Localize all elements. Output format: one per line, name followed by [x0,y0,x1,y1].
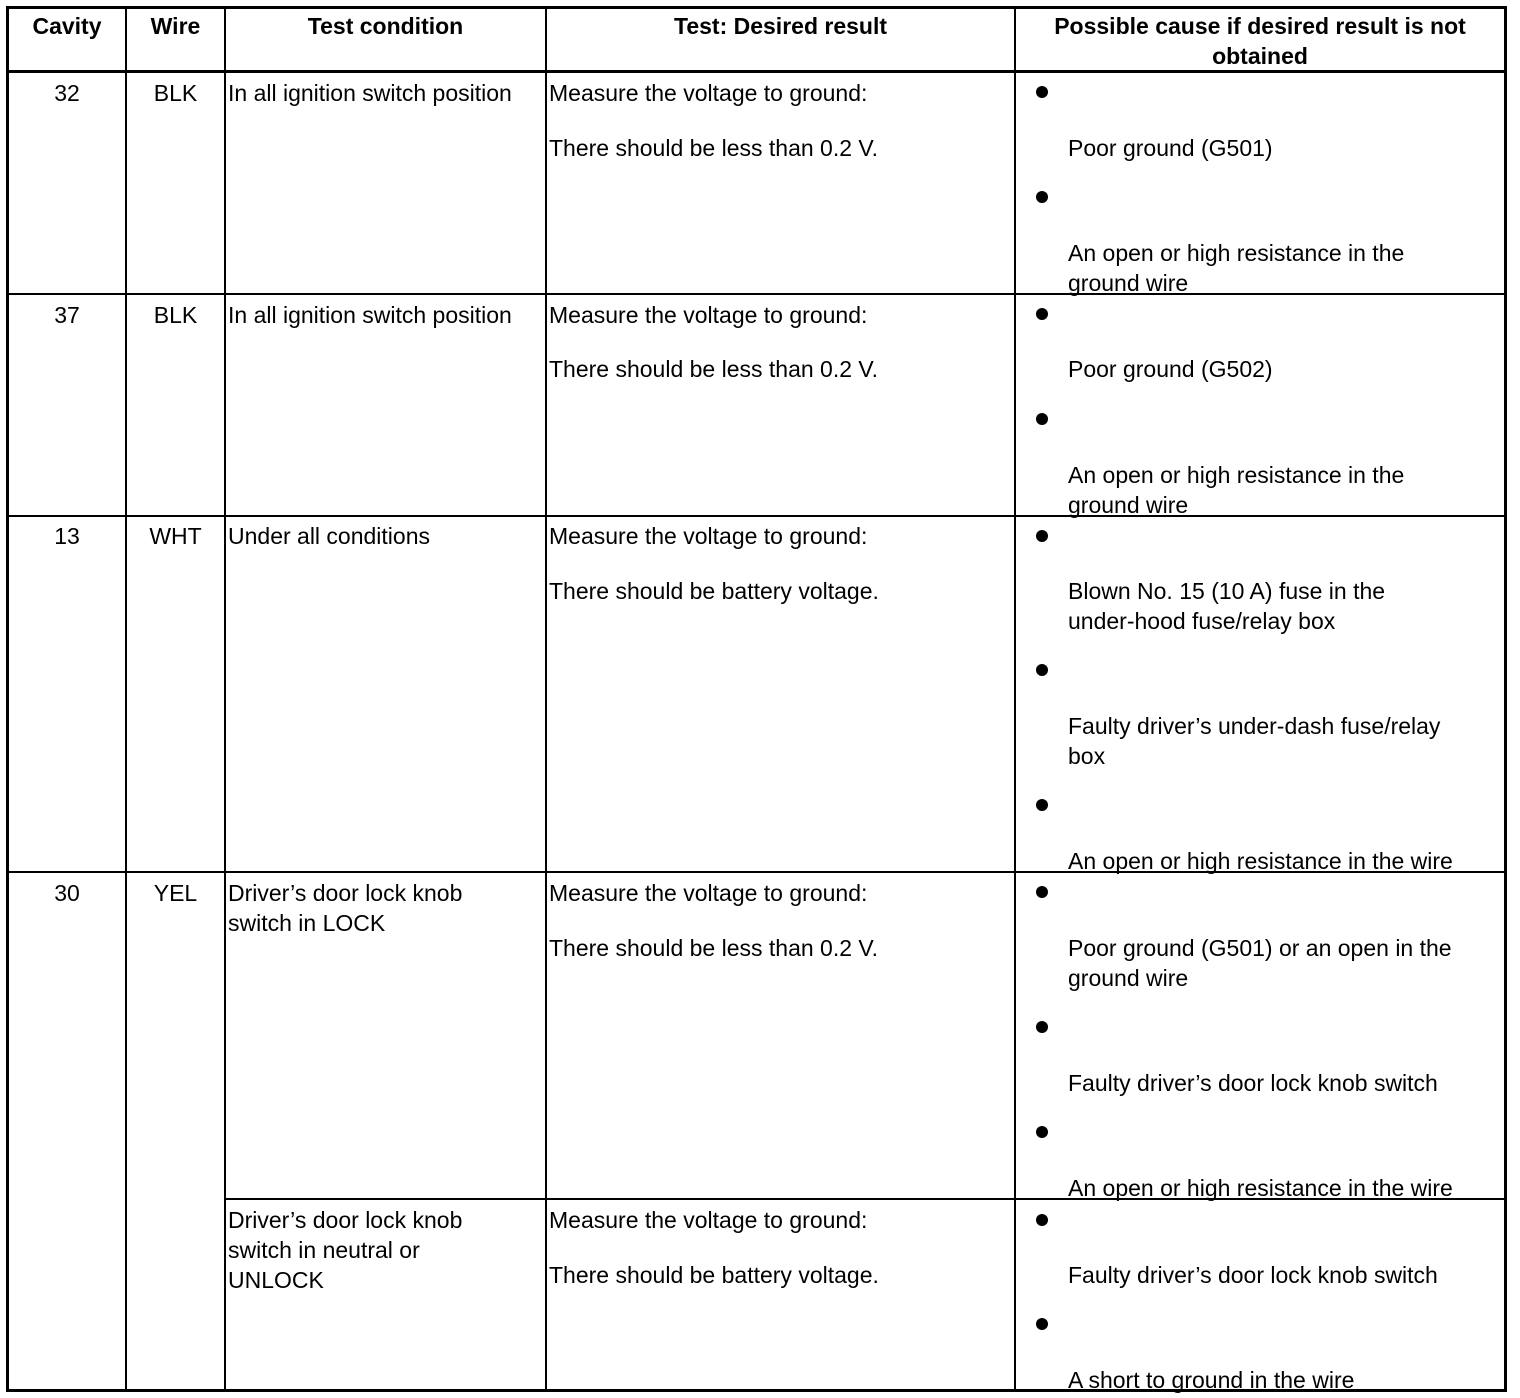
cause-text: A short to ground in the wire [1068,1367,1355,1393]
header-wire: Wire [150,13,201,39]
wire-cell: WHT [149,523,202,549]
column-divider [1014,6,1016,1392]
cause-text: Faulty driver’s under-dash fuse/relay [1068,713,1441,739]
cause-text: box [1068,743,1106,769]
result-text: Measure the voltage to ground: [549,880,868,906]
cause-text: An open or high resistance in the [1068,462,1405,488]
cause-text: Faulty driver’s door lock knob switch [1068,1070,1438,1096]
result-text: There should be battery voltage. [549,578,879,604]
cause-text: An open or high resistance in the wire [1068,1175,1453,1201]
cause-text: Poor ground (G501) [1068,135,1273,161]
cause-text: Faulty driver’s door lock knob switch [1068,1262,1438,1288]
row-divider [6,515,1507,517]
condition-text: UNLOCK [228,1267,324,1293]
condition-text: Driver’s door lock knob [228,880,463,906]
header-cavity: Cavity [32,13,102,39]
column-divider [125,6,127,1392]
cause-text: Blown No. 15 (10 A) fuse in the [1068,578,1386,604]
wire-cell: YEL [153,880,198,906]
cause-text: ground wire [1068,965,1189,991]
bullet-icon [1036,886,1048,898]
cavity-cell: 37 [54,302,80,328]
condition-text: switch in neutral or [228,1237,420,1263]
condition-text: switch in LOCK [228,910,386,936]
row-divider [6,293,1507,295]
bullet-icon [1036,308,1048,320]
cause-text: ground wire [1068,492,1189,518]
condition-text: Driver’s door lock knob [228,1207,463,1233]
column-divider [224,6,226,1392]
bullet-icon [1036,1318,1048,1330]
result-text: There should be less than 0.2 V. [549,935,879,961]
condition-text: In all ignition switch position [228,302,512,328]
result-text: Measure the voltage to ground: [549,523,868,549]
cavity-cell: 32 [54,80,80,106]
result-text: Measure the voltage to ground: [549,302,868,328]
header-possible-cause-cont: obtained [1212,43,1308,69]
bullet-icon [1036,799,1048,811]
result-text: Measure the voltage to ground: [549,80,868,106]
cause-text: Poor ground (G502) [1068,356,1273,382]
header-possible-cause: Possible cause if desired result is not [1054,13,1466,39]
bullet-icon [1036,530,1048,542]
bullet-icon [1036,1126,1048,1138]
header-test-condition: Test condition [307,13,464,39]
cavity-cell: 13 [54,523,80,549]
cause-text: An open or high resistance in the [1068,240,1405,266]
bullet-icon [1036,413,1048,425]
result-text: There should be less than 0.2 V. [549,135,879,161]
cause-text: An open or high resistance in the wire [1068,848,1453,874]
wire-cell: BLK [153,80,198,106]
bullet-icon [1036,86,1048,98]
condition-text: In all ignition switch position [228,80,512,106]
bullet-icon [1036,191,1048,203]
wire-cell: BLK [153,302,198,328]
bullet-icon [1036,1021,1048,1033]
result-text: There should be less than 0.2 V. [549,356,879,382]
bullet-icon [1036,1214,1048,1226]
column-divider [545,6,547,1392]
bullet-icon [1036,664,1048,676]
cause-text: Poor ground (G501) or an open in the [1068,935,1452,961]
result-text: Measure the voltage to ground: [549,1207,868,1233]
header-desired-result: Test: Desired result [673,13,888,39]
result-text: There should be battery voltage. [549,1262,879,1288]
cause-text: ground wire [1068,270,1189,296]
condition-text: Under all conditions [228,523,431,549]
cavity-cell: 30 [54,880,80,906]
cause-text: under-hood fuse/relay box [1068,608,1336,634]
